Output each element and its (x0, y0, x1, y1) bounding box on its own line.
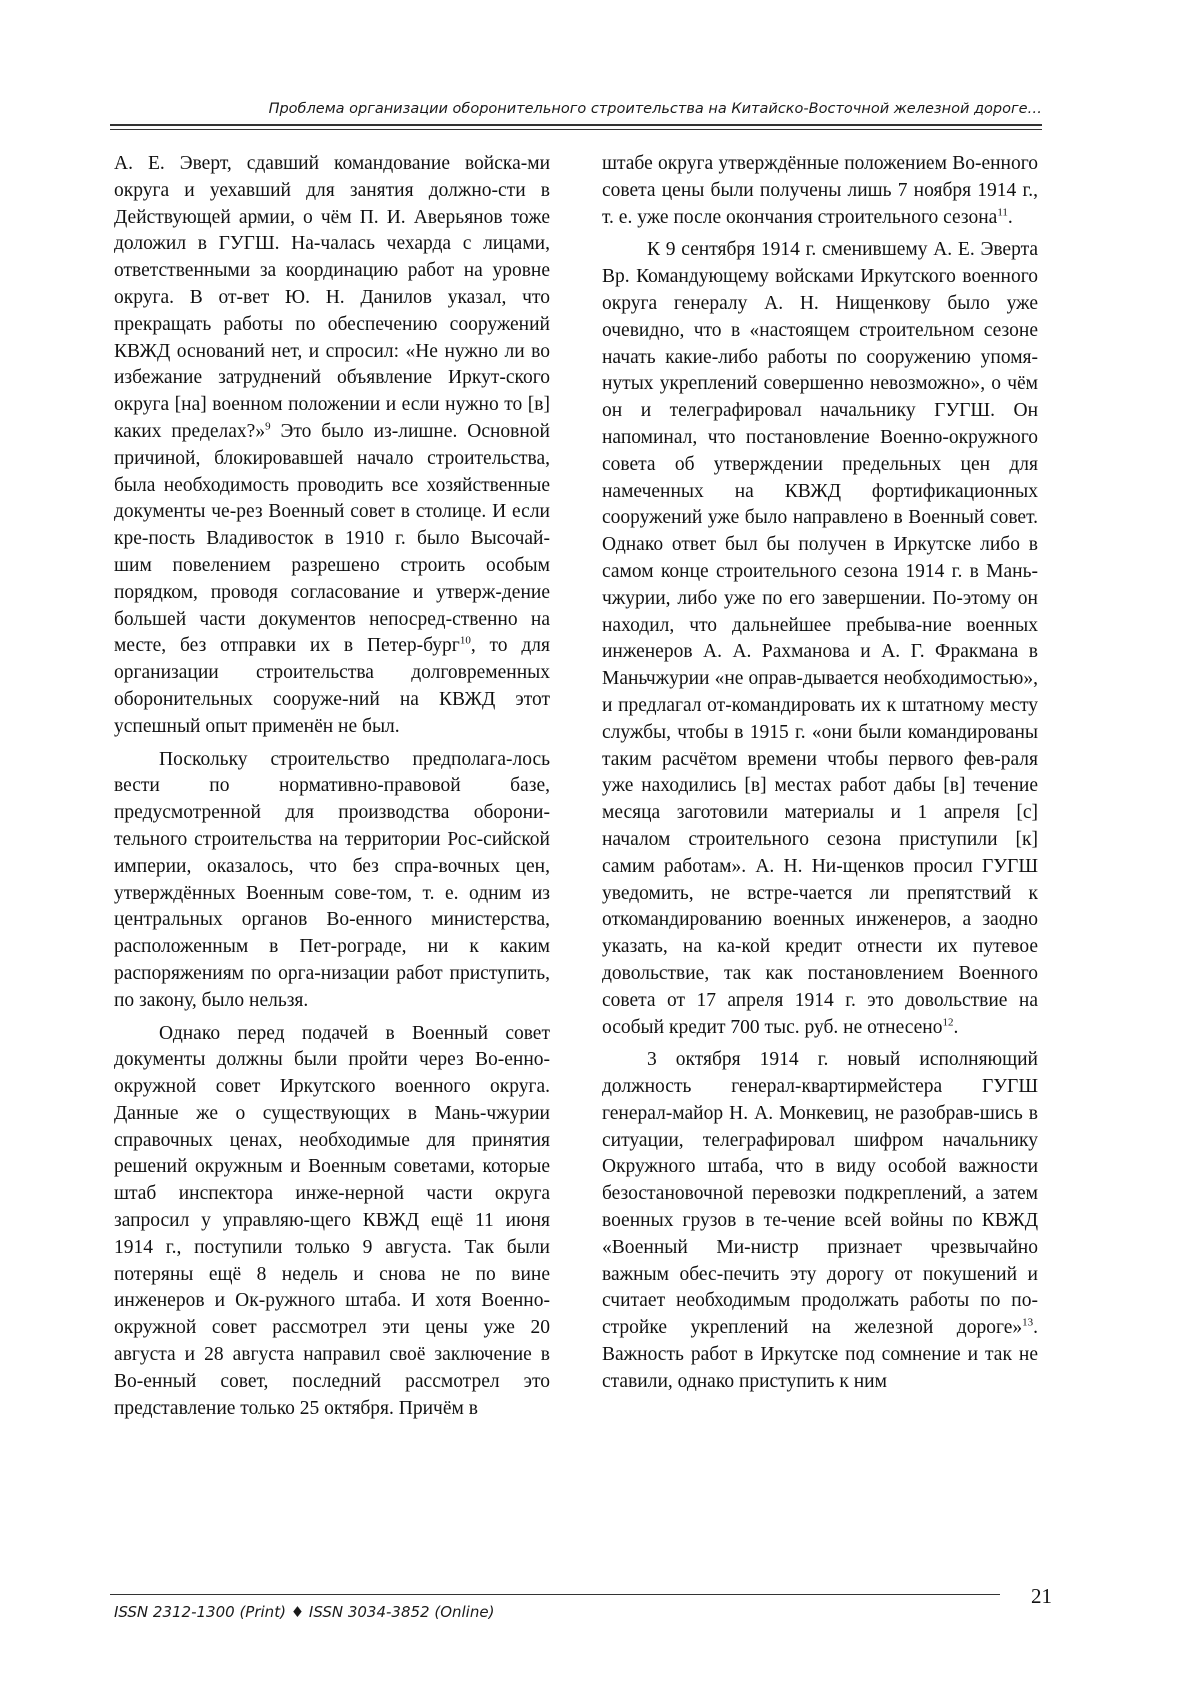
text-run: Это было из-лишне. Основной причиной, блокировавшей начало строительства, была необходимость проводить все хозяйственные документы че-рез Военный совет в столице. И если кре-пость Владивосток в 1910 г. было Высочай-шим повелением разрешено строить особым порядком, проводя согласование и утверж-дение большей части документов непосред-ственно на месте, без отправки их в Петер-бург (114, 420, 550, 657)
text-run: . (1007, 206, 1013, 228)
text-run: , то для организации строительства долговременных оборонительных сооруже-ний на КВЖД этот успешный опыт применён не был. (114, 635, 550, 737)
footer-rule (110, 1594, 1000, 1595)
paragraph (114, 151, 550, 741)
paragraph (602, 151, 1038, 231)
header-rule-thick (110, 124, 1042, 126)
footnote-ref: 12 (942, 1016, 954, 1028)
paragraph: Однако перед подачей в Военный совет документы должны были пройти через Во-енно-окружной совет Иркутского военного округа. Данные же о существующих в Мань-чжурии справочных ценах, необходимые для принятия решений окружным и Военным советами, которые штаб инспектора инже-нерной части округа запросил у управляю-щего КВЖД ещё 11 июня 1914 г., поступили только 9 августа. Так были потеряны ещё 8 недель и снова не по вине инженеров и Ок-ружного штаба. И хотя Военно-окружной совет рассмотрел эти цены уже 20 августа и 28 августа направил своё заключение в Во-енный совет, последний рассмотрел это представление только 25 октября. Причём в (114, 1022, 550, 1419)
text-run: . Важность работ в Иркутске под сомнение и так не ставили, однако приступить к ним (602, 1317, 1038, 1392)
header-rule-thin (110, 129, 1042, 130)
paragraph: Поскольку строительство предполага-лось вести по нормативно-правовой базе, предусмотренной для производства оборони-тельного строительства на территории Рос-сийской империи, оказалось, что без спра-вочных цен, утверждённых Военным сове-том, т. е. одним из центральных органов Во-енного министерства, расположенным в Пет-рограде, ни к каким распоряжениям по орга-низации работ приступить, по закону, было нельзя. (114, 748, 550, 1011)
footnote-ref: 13 (1022, 1316, 1034, 1329)
issn-line: ISSN 2312-1300 (Print) ♦ ISSN 3034-3852 (Online) (114, 1603, 495, 1621)
left-column (114, 151, 550, 1428)
text-run: 3 октября 1914 г. новый исполняющий должность генерал-квартирмейстера ГУГШ генерал-майор Н. А. Монкевиц, не разобрав-шись в ситуации, телеграфировал шифром начальнику Окружного штаба, что в виду особой важности безостановочной перевозки подкреплений, а затем военных грузов в те-чение всей войны по КВЖД «Военный Ми-нистр признает чрезвычайно важным обес-печить эту дорогу от покушений и считает необходимым продолжать работы по по-стройке укреплений на железной дороге» (602, 1049, 1038, 1339)
footnote-ref: 10 (459, 634, 471, 647)
footnote-ref: 11 (997, 206, 1008, 219)
text-run: . (953, 1016, 959, 1038)
running-title: Проблема организации оборонительного строительства на Китайско-Восточной железной дороге… (268, 101, 1042, 117)
text-run: А. Е. Эверт, сдавший командование войска-ми округа и уехавший для занятия должно-сти в Действующей армии, о чём П. И. Аверьянов тоже доложил в ГУГШ. На-чалась чехарда с лицами, ответственными за координацию работ на уровне округа. В от-вет Ю. Н. Данилов указал, что прекращать работы по обеспечению сооружений КВЖД оснований нет, и спросил: «Не нужно ли во избежание затруднений объявление Иркут-ского округа [на] военном положении и если нужно то [в] каких пределах?» (114, 153, 550, 442)
page-number: 21 (1031, 1584, 1052, 1608)
right-column (602, 151, 1038, 1402)
paragraph (602, 1047, 1038, 1395)
text-run: К 9 сентября 1914 г. сменившему А. Е. Эверта Вр. Командующему войсками Иркутского военного округа генералу А. Н. Нищенкову было уже очевидно, что в «настоящем строительном сезоне начать какие-либо работы по сооружению упомя-нутых укреплений совершенно невозможно», о чём он и телеграфировал начальнику ГУГШ. Он напоминал, что постановление Военно-окружного совета об утверждении предельных цен для намеченных на КВЖД фортификационных сооружений уже было направлено в Военный совет. Однако ответ был бы получен в Иркутске либо в самом конце строительного сезона 1914 г. в Мань-чжурии, либо уже по его завершении. По-этому он находил, что дальнейшее пребыва-ние военных инженеров А. А. Рахманова и А. Г. Фракмана в Маньчжурии «не оправ-дывается необходимостью», и предлагал от-командировать их к штатному месту службы, чтобы в 1915 г. «они были командированы таким расчётом времени чтобы первого фев-раля уже находились [в] местах работ дабы [в] течение месяца заготовили материалы и 1 апреля [с] началом строительного сезона приступили [к] самим работам». А. Н. Ни-щенков просил ГУГШ уведомить, не встре-чается ли препятствий к откомандированию военных инженеров, а заодно указать, на ка-кой кредит отнести их путевое довольствие, так как постановлением Военного совета от 17 апреля 1914 г. это довольствие на особый кредит 700 тыс. руб. не отнесено (602, 239, 1038, 1038)
paragraph (602, 237, 1038, 1041)
footnote-ref: 9 (265, 420, 271, 433)
text-run: штабе округа утверждённые положением Во-енного совета цены были получены лишь 7 ноября 1914 г., т. е. уже после окончания строительного сезона (602, 153, 1038, 228)
